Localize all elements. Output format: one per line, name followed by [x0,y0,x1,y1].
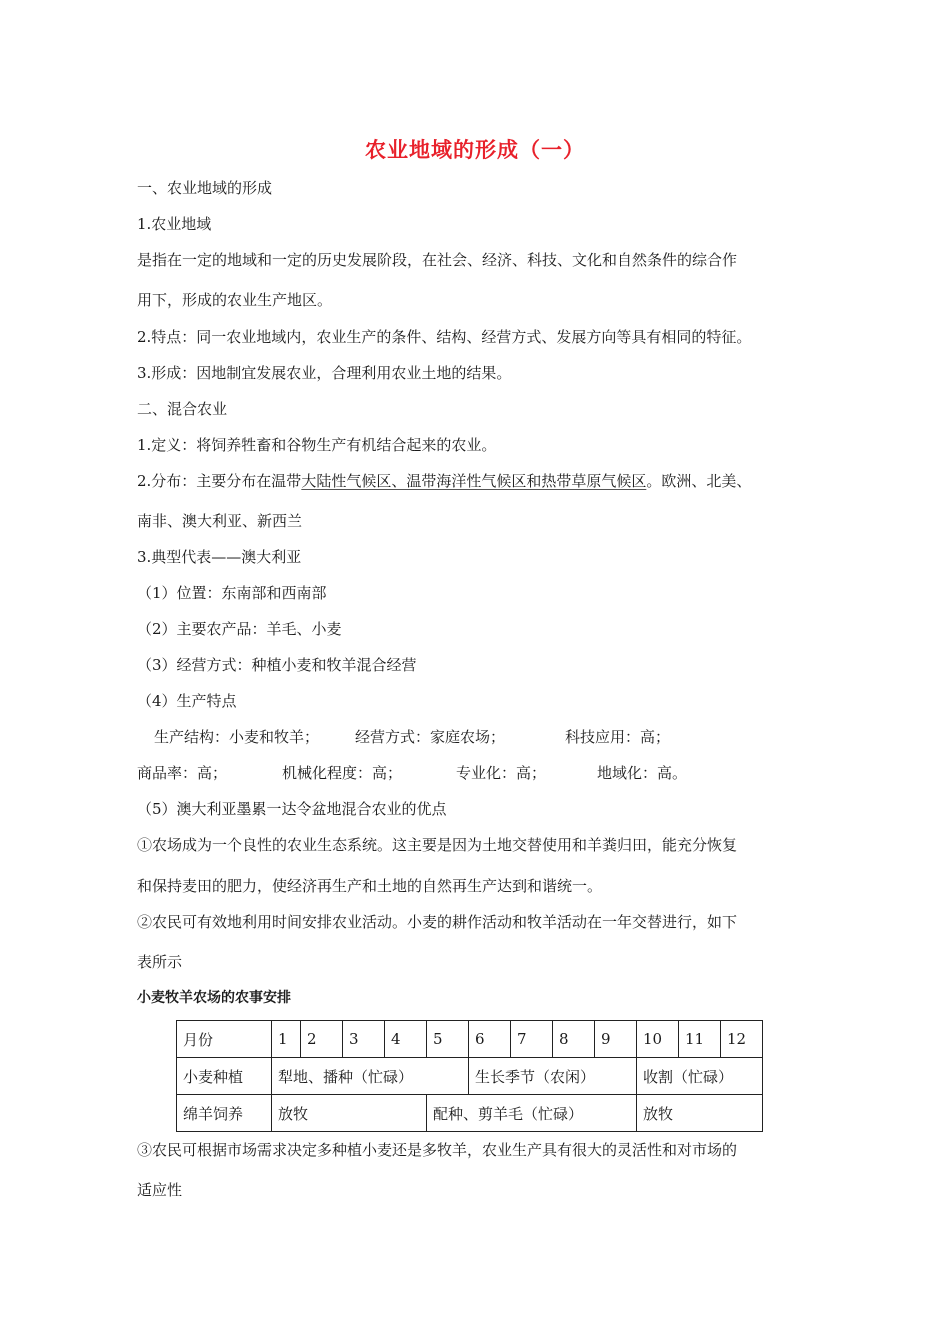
table-cell: 8 [553,1021,595,1058]
feature-item: 科技应用：高； [565,728,671,746]
table-cell: 6 [469,1021,511,1058]
paragraph-line: 3.形成：因地制宜发展农业，合理利用农业土地的结果。 [137,364,512,382]
paragraph-line: ①农场成为一个良性的农业生态系统。这主要是因为土地交替使用和羊粪归田，能充分恢复 [137,836,738,854]
table-cell: 犁地、播种（忙碌） [272,1058,469,1095]
underlined-text: 大陆性气候区、温带海洋性气候区和热带草原气候区 [301,472,647,490]
list-item: （4）生产特点 [137,692,237,710]
table-cell: 3 [343,1021,385,1058]
paragraph-line: 南非、澳大利亚、新西兰 [137,512,303,530]
list-item: （3）经营方式：种植小麦和牧羊混合经营 [137,656,417,674]
paragraph-line: 是指在一定的地域和一定的历史发展阶段，在社会、经济、科技、文化和自然条件的综合作 [137,251,738,269]
table-cell: 11 [679,1021,721,1058]
table-cell: 9 [595,1021,637,1058]
table-cell: 7 [511,1021,553,1058]
feature-item: 经营方式：家庭农场； [355,728,506,746]
table-cell: 10 [637,1021,679,1058]
feature-item: 地域化：高。 [597,764,688,782]
table-cell: 1 [272,1021,301,1058]
table-cell: 放牧 [637,1095,763,1132]
paragraph-line: 表所示 [137,953,183,971]
feature-item: 生产结构：小麦和牧羊； [154,728,320,746]
paragraph-line: ③农民可根据市场需求决定多种植小麦还是多牧羊，农业生产具有很大的灵活性和对市场的 [137,1141,738,1159]
table-cell: 放牧 [272,1095,427,1132]
paragraph-line: 1.定义：将饲养牲畜和谷物生产有机结合起来的农业。 [137,436,497,454]
paragraph-line: 用下，形成的农业生产地区。 [137,291,333,309]
section-1-heading: 一、农业地域的形成 [137,179,273,197]
feature-item: 机械化程度：高； [282,764,403,782]
table-cell: 配种、剪羊毛（忙碌） [427,1095,637,1132]
table-row [177,1095,763,1132]
distribution-text: 。欧洲、北美、 [646,472,752,490]
table-row [177,1058,763,1095]
paragraph-line: 3.典型代表——澳大利亚 [137,548,302,566]
table-cell: 月份 [177,1021,272,1058]
table-cell: 4 [385,1021,427,1058]
paragraph-line: 2.特点：同一农业地域内，农业生产的条件、结构、经营方式、发展方向等具有相同的特征。 [137,328,752,346]
table-cell: 5 [427,1021,469,1058]
table-cell: 小麦种植 [177,1058,272,1095]
list-item: （2）主要农产品：羊毛、小麦 [137,620,342,638]
table-row [177,1021,763,1058]
table-cell: 绵羊饲养 [177,1095,272,1132]
feature-item: 商品率：高； [137,764,228,782]
feature-item: 专业化：高； [456,764,547,782]
paragraph-line: 适应性 [137,1181,183,1199]
page-title: 农业地域的形成（一） [365,138,585,162]
schedule-table [176,1020,763,1132]
table-cell: 生长季节（农闲） [469,1058,637,1095]
table-cell: 2 [301,1021,343,1058]
list-item: （5）澳大利亚墨累一达令盆地混合农业的优点 [137,800,447,818]
table-cell: 收割（忙碌） [637,1058,763,1095]
section-2-heading: 二、混合农业 [137,400,228,418]
paragraph-line: 和保持麦田的肥力，使经济再生产和土地的自然再生产达到和谐统一。 [137,877,603,895]
distribution-line [137,471,751,491]
table-title: 小麦牧羊农场的农事安排 [137,990,291,1006]
table-cell: 12 [721,1021,763,1058]
distribution-text: 2.分布：主要分布在温带 [137,472,302,490]
paragraph-line: ②农民可有效地利用时间安排农业活动。小麦的耕作活动和牧羊活动在一年交替进行，如下 [137,913,738,931]
list-item: （1）位置：东南部和西南部 [137,584,327,602]
paragraph-heading: 1.农业地域 [137,215,212,233]
